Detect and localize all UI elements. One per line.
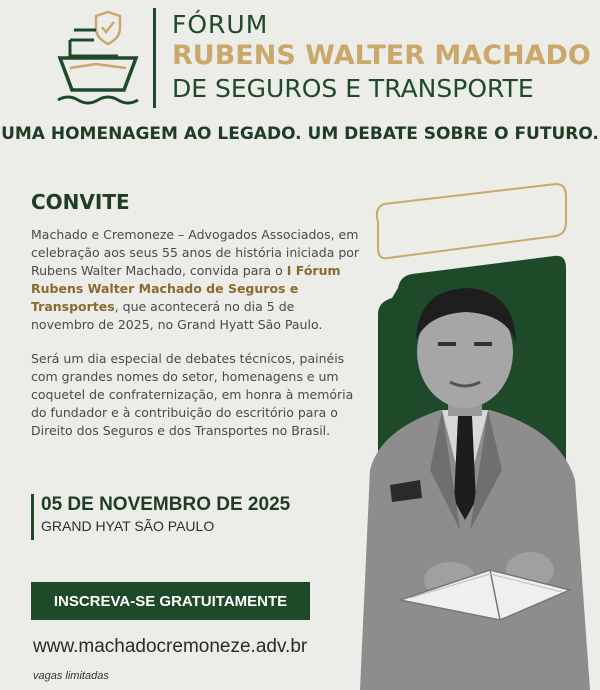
- founder-portrait-photo: [330, 270, 600, 690]
- ship-shield-logo-icon: [56, 8, 144, 108]
- invite-p1-event-name: I Fórum Rubens Walter Machado de Seguros e Transportes: [31, 263, 341, 314]
- tagline: UMA HOMENAGEM AO LEGADO. UM DEBATE SOBRE O FUTURO.: [1, 124, 599, 144]
- invite-paragraph-1: [31, 226, 361, 334]
- limited-spots-note: vagas limitadas: [33, 670, 109, 682]
- invite-paragraph-2: Será um dia especial de debates técnicos, painéis com grandes nomes do setor, homenagens e um coquetel de confraternização, em honra à memória do fundador e à contribuição do escritório para o Direito dos Seguros e dos Transportes no Brasil.: [31, 351, 354, 438]
- header-divider: [153, 8, 156, 108]
- website-link[interactable]: www.machadocremoneze.adv.br: [33, 636, 308, 657]
- invite-p1-end: , que acontecerá no dia 5 de novembro de 2025, no Grand Hyatt São Paulo.: [31, 299, 323, 332]
- title-line-name: RUBENS WALTER MACHADO: [172, 40, 591, 71]
- title-line-forum: FÓRUM: [172, 10, 269, 39]
- invite-heading: CONVITE: [31, 190, 130, 214]
- title-line-subject: DE SEGUROS E TRANSPORTE: [172, 74, 534, 103]
- header: [0, 0, 600, 120]
- event-venue: GRAND HYAT SÃO PAULO: [41, 518, 215, 534]
- event-date: 05 DE NOVEMBRO DE 2025: [41, 494, 291, 515]
- invite-p1-start: Machado e Cremoneze – Advogados Associados, em celebração aos seus 55 anos de história iniciada por Rubens Walter Machado, convida para o: [31, 227, 360, 278]
- date-accent-bar: [31, 494, 34, 540]
- gold-outline-decoration: [370, 182, 570, 262]
- register-button[interactable]: INSCREVA-SE GRATUITAMENTE: [31, 582, 310, 620]
- event-details: [31, 494, 331, 540]
